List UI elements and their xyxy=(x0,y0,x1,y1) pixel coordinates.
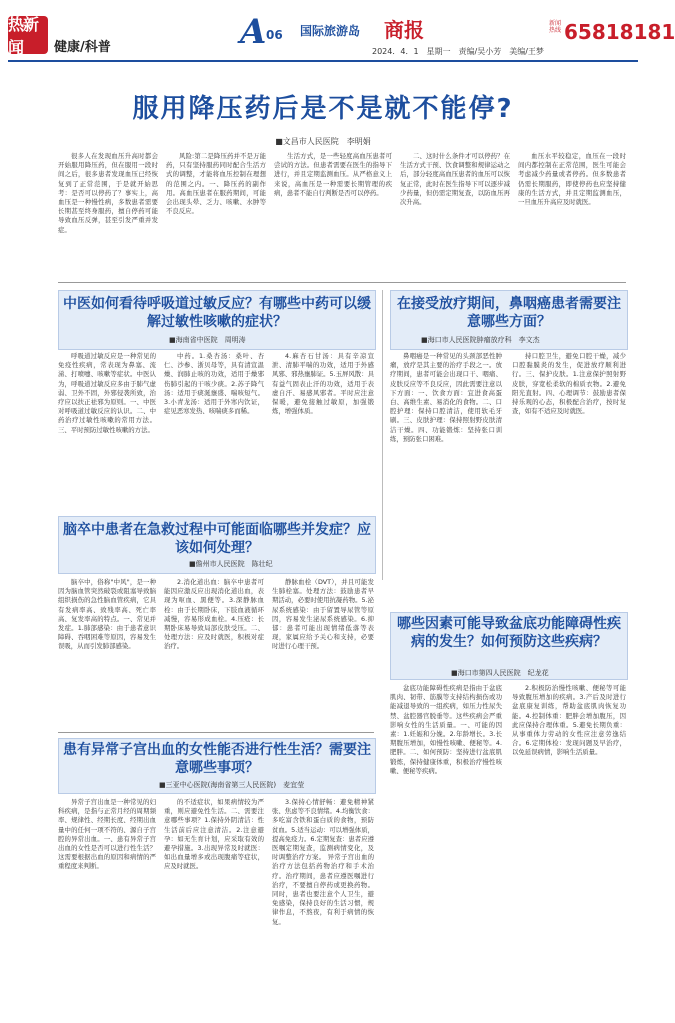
stroke-title-box xyxy=(58,516,376,574)
nasopharyngeal-byline: ■海口市人民医院肿瘤放疗科 李文杰 xyxy=(421,336,540,344)
main-divider xyxy=(58,282,626,283)
tcm-col-2: 中药。1.桑杏汤：桑叶、杏仁、沙参、浙贝母等，具有清宣温燥、润肺止咳的功效，适用于燥邪伤肺引起的干咳少痰。2.苏子降气汤：适用于痰涎壅盛、喘咳短气。3.小青龙汤：适用于外寒内饮证，症见恶寒发热、咳喘痰多而稀。 xyxy=(164,352,264,416)
paper-brand-logo: 商报 xyxy=(384,18,424,42)
tcm-byline: ■海南省中医院 周明涛 xyxy=(169,336,246,344)
tcm-col-1: 呼吸道过敏反应是一种常见的免疫性疾病，常表现为鼻塞、流涕、打喷嚏、咳嗽等症状。中医认为，呼吸道过敏反应多由于肺气虚弱、卫外不固，外邪侵袭所致，治疗应以扶正祛邪为原则。一、中医对呼吸道过敏反应的认识。二、中药治疗过敏性咳嗽的常用方法。三、平时预防过敏性咳嗽的方法。 xyxy=(58,352,156,434)
tcm-col-3: 4.麻杏石甘汤：具有辛凉宣泄、清肺平喘的功效，适用于外感风邪、邪热壅肺证。5.玉屏风散：具有益气固表止汗的功效，适用于表虚自汗、易感风邪者。平时应注意保暖，避免接触过敏原，加强锻炼，增强体质。 xyxy=(272,352,374,416)
stroke-col-3: 静脉血栓（DVT），并且可能发生肺栓塞。处理方法：鼓励患者早期活动，必要时使用抗凝药物。5.泌尿系统感染：由于留置导尿管等原因，容易发生泌尿系统感染。6.抑郁：患者可能出现情绪低落等表现，家属应给予关心和支持，必要时进行心理干预。 xyxy=(272,578,374,651)
masthead-rule xyxy=(8,60,638,62)
uterine-byline: ■三亚中心医院(海南省第三人民医院) 麦宜莹 xyxy=(159,781,305,789)
hotline-label: 新闻热线 xyxy=(549,20,562,34)
stroke-col-2: 2.消化道出血：脑卒中患者可能因应激反应出现消化道出血，表现为呕血、黑便等。3.深静脉血栓：由于长期卧床，下肢血液循环减慢，容易形成血栓。4.压疮：长期卧床易导致局部皮肤受压。二、处理方法：应及时就医，积极对症治疗。 xyxy=(164,578,264,651)
masthead xyxy=(0,0,675,62)
tcm-title: 中医如何看待呼吸道过敏反应？有哪些中药可以缓解过敏性咳嗽的症状？ xyxy=(63,296,371,330)
nasopharyngeal-col-2: 持口腔卫生，避免口腔干燥，减少口腔黏膜炎的发生，促进放疗顺利进行。三、保护皮肤。1.注意保护照射野皮肤，穿宽松柔软的棉质衣物。2.避免阳光直射。四、心理调节：鼓励患者保持乐观的心态，积极配合治疗，按时复查，如有不适应及时就医。 xyxy=(512,352,626,416)
hotline-number: 65818181 xyxy=(564,20,675,44)
rehab-title: 哪些因素可能导致盆底功能障碍性疾病的发生？如何预防这些疾病？ xyxy=(397,616,621,650)
dateline: 2024．4．1 星期一 责编/吴小芳 美编/王梦 xyxy=(372,47,544,56)
nasopharyngeal-title-box xyxy=(390,290,628,350)
stroke-col-1: 脑卒中，俗称"中风"，是一种因为脑血管突然破裂或阻塞导致脑组织损伤的急性脑血管疾病，它具有发病率高、致残率高、死亡率高、复发率高的特点。一、常见并发症。1.肺部感染：由于患者意识障碍、吞咽困难等原因，容易发生误吸，从而引发肺部感染。 xyxy=(58,578,156,651)
paper-name: 国际旅游岛 xyxy=(300,24,361,38)
nasopharyngeal-col-1: 鼻咽癌是一种常见的头颈部恶性肿瘤，放疗是其主要的治疗手段之一。放疗期间，患者可能会出现口干、咽痛、皮肤反应等不良反应，因此需要注意以下方面：一、饮食方面：宜进食高蛋白、高维生素、易消化的食物。二、口腔护理：保持口腔清洁，使用软毛牙刷。三、皮肤护理：保持照射野皮肤清洁干燥。四、功能锻炼：坚持张口训练，预防张口困难。 xyxy=(390,352,502,443)
page-letter: A xyxy=(240,12,267,52)
main-article-col-2: 风险:第二是降压药并不是万能药，只有坚持服药同时配合生活方式的调整，才能将血压控制在理想的范围之内。一、降压药的副作用。高血压患者在服药期间，可能会出现头晕、乏力、咳嗽、水肿等不良反应。 xyxy=(166,152,266,216)
lower-divider xyxy=(58,732,374,733)
uterine-title: 患有异常子宫出血的女性能否进行性生活？需要注意哪些事项？ xyxy=(63,742,371,776)
page-number: 06 xyxy=(266,28,283,42)
uterine-col-1: 异常子宫出血是一种常见的妇科疾病，是指与正常月经的周期频率、规律性、经期长度、经期出血量中的任何一项不符的、源自子宫腔的异常出血。一、患有异常子宫出血的女性是否可以进行性生活？这需要根据出血的原因和病情的严重程度来判断。 xyxy=(58,798,156,871)
hot-news-logo: 热新闻 xyxy=(8,16,48,54)
stroke-byline: ■儋州市人民医院 陈壮纪 xyxy=(189,560,273,568)
nasopharyngeal-title: 在接受放疗期间，鼻咽癌患者需要注意哪些方面？ xyxy=(397,296,621,330)
rehab-col-2: 2.积极防治慢性咳嗽、便秘等可能导致腹压增加的疾病。3.产后及时进行盆底康复训练，帮助盆底肌肉恢复功能。4.控制体重：肥胖会增加腹压，因此应保持合理体重。5.避免长期负重：从事重体力劳动的女性应注意劳逸结合。6.定期体检：发现问题及早治疗，以免延误病情，影响生活质量。 xyxy=(512,684,626,757)
main-article-col-1: 很多人在发现血压升高时都会开始服用降压药，但在服用一段时间之后，很多患者发现血压已经恢复到了正常范围，于是就开始思考：是否可以停药了？事实上，高血压是一种慢性病，多数患者需要长期甚至终身服药，擅自停药可能导致血压反弹，甚至引发严重并发症。 xyxy=(58,152,158,234)
uterine-col-2: 的不适症状，如果病情较为严重，则应避免性生活。二、需要注意哪些事项？1.保持外阴清洁：性生活前后应注意清洁。2.注意避孕：如无生育计划，应采取有效的避孕措施。3.出现异常及时就医：如出血量增多或出现腹痛等症状，应及时就医。 xyxy=(164,798,264,871)
rehab-byline: ■海口市第四人民医院 纪龙花 xyxy=(451,669,549,677)
main-article-col-5: 血压水平较稳定，血压在一段时间内都控制在正常范围，医生可能会考虑减少药量或者停药。但多数患者仍需长期服药，即使停药也应坚持健康的生活方式，并且定期监测血压，一旦血压升高应及时就医。 xyxy=(518,152,626,207)
uterine-col-3: 3.保持心情舒畅：避免精神紧张、焦虑等不良情绪。4.均衡饮食：多吃富含铁和蛋白质的食物，预防贫血。5.适当运动：可以增强体质，提高免疫力。6.定期复查：患者应遵医嘱定期复查，监测病情变化，及时调整治疗方案。 异常子宫出血的治疗方法包括药物治疗和手术治疗。治疗期间，患者应遵医嘱进行治疗，不要擅自停药或更换药物。同时，患者也要注意个人卫生，避免感染，保持良好的生活习惯，规律作息，不熬夜，有利于病情的恢复。 xyxy=(272,798,374,926)
main-headline: 服用降压药后是不是就不能停? xyxy=(132,94,514,124)
rehab-title-box xyxy=(390,612,628,680)
tcm-title-box xyxy=(58,290,376,350)
section-name: 健康/科普 xyxy=(54,40,111,55)
main-byline: ■文昌市人民医院 李明娟 xyxy=(275,137,371,146)
uterine-title-box xyxy=(58,738,376,794)
rehab-col-1: 盆底功能障碍性疾病是指由于盆底肌肉、韧带、筋膜等支持结构损伤或功能减退导致的一组疾病，如压力性尿失禁、盆腔器官脱垂等。这些疾病会严重影响女性的生活质量。一、可能的因素：1.妊娠和分娩。2.年龄增长。3.长期腹压增加，如慢性咳嗽、便秘等。4.肥胖。二、如何预防：坚持进行盆底肌锻炼，保持健康体重，积极治疗慢性咳嗽、便秘等疾病。 xyxy=(390,684,502,775)
main-article-col-3: 生活方式，是一些轻度高血压患者可尝试的方法。但患者需要在医生的指导下进行，并且定期监测血压。从严格意义上来说，高血压是一种需要长期管理的疾病，患者不能自行判断是否可以停药。 xyxy=(274,152,392,197)
main-article-col-4: 二、这时什么条件才可以停药？在生活方式干预、饮食调整和规律运动之后，部分轻度高血压患者的血压可以恢复正常，此时在医生指导下可以逐步减少药量，但仍需定期复查，以防血压再次升高。 xyxy=(400,152,510,207)
stroke-title: 脑卒中患者在急救过程中可能面临哪些并发症？应该如何处理？ xyxy=(63,522,371,556)
column-divider xyxy=(382,290,383,580)
